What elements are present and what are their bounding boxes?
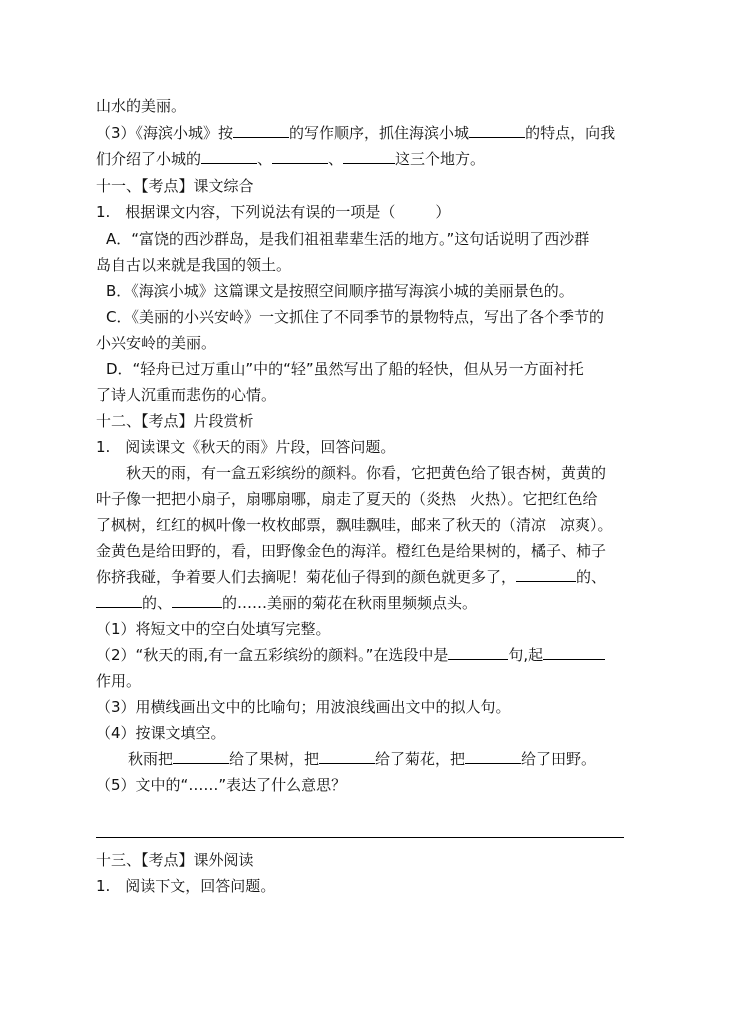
text: 这三个地方。 <box>395 150 486 168</box>
text: 的、 <box>142 594 173 612</box>
sub-question-3: （3）用横线画出文中的比喻句；用波浪线画出文中的拟人句。 <box>96 698 511 716</box>
text: 给了菊花，把 <box>375 750 466 768</box>
text: 的写作顺序，抓住海滨小城 <box>289 124 470 142</box>
answer-blank[interactable] <box>465 749 521 764</box>
answer-blank[interactable] <box>516 567 576 582</box>
text: 火热）。它把红色给 <box>470 490 598 508</box>
text: ） <box>435 203 451 221</box>
section-11-title: 十一、【考点】课文综合 <box>96 177 254 195</box>
text: 们介绍了小城的 <box>96 150 202 168</box>
text: 1. 根据课文内容，下列说法有误的一项是（ <box>96 203 396 221</box>
option-d: D．“轻舟已过万重山”中的“轻”虽然写出了船的轻快，但从另一方面衬托 <box>106 360 584 378</box>
section-13-title: 十三、【考点】课外阅读 <box>96 851 254 869</box>
sub-question-2 <box>96 645 605 667</box>
option-d-cont: 了诗人沉重而悲伤的心情。 <box>96 386 277 404</box>
text: 的……美丽的菊花在秋雨里频频点头。 <box>222 594 478 612</box>
sub-question-2-cont: 作用。 <box>96 672 142 690</box>
option-a-cont: 岛自古以来就是我国的领土。 <box>96 256 292 274</box>
question-3-cont <box>96 149 485 171</box>
answer-blank[interactable] <box>343 149 395 164</box>
sub-question-5: （5）文中的“……”表达了什么意思？ <box>96 776 347 794</box>
text: 、 <box>257 150 273 168</box>
text: 秋雨把 <box>128 750 174 768</box>
option-a: A．“富饶的西沙群岛，是我们祖祖辈辈生活的地方。”这句话说明了西沙群 <box>106 230 590 248</box>
answer-blank[interactable] <box>543 645 605 660</box>
answer-line[interactable] <box>96 837 624 838</box>
answer-blank[interactable] <box>173 749 229 764</box>
answer-blank[interactable] <box>201 149 257 164</box>
passage-line <box>96 515 613 537</box>
answer-blank[interactable] <box>272 149 328 164</box>
question-11-stem <box>96 202 450 224</box>
text: （2）“秋天的雨,有一盒五彩缤纷的颜料。”在选段中是 <box>96 646 449 664</box>
text: （3）《海滨小城》按 <box>96 124 234 142</box>
passage-line <box>96 567 606 589</box>
question-13-stem: 1. 阅读下文，回答问题。 <box>96 877 276 895</box>
answer-blank[interactable] <box>172 593 222 608</box>
text: 凉爽）。 <box>560 516 613 534</box>
option-c-cont: 小兴安岭的美丽。 <box>96 334 217 352</box>
answer-blank[interactable] <box>233 123 289 138</box>
option-c: C．《美丽的小兴安岭》一文抓住了不同季节的景物特点，写出了各个季节的 <box>106 308 604 326</box>
sub-question-1: （1）将短文中的空白处填写完整。 <box>96 620 331 638</box>
text: 句,起 <box>508 646 544 664</box>
text: 、 <box>328 150 344 168</box>
answer-blank[interactable] <box>448 645 508 660</box>
text: 的特点，向我 <box>525 124 616 142</box>
question-12-stem: 1. 阅读课文《秋天的雨》片段，回答问题。 <box>96 438 396 456</box>
passage-line <box>96 593 477 615</box>
passage-line <box>96 489 598 511</box>
passage-line: 金黄色是给田野的，看，田野像金色的海洋。橙红色是给果树的，橘子、柿子 <box>96 542 607 560</box>
section-12-title: 十二、【考点】片段赏析 <box>96 412 254 430</box>
fill-line <box>128 749 596 771</box>
sub-question-4: （4）按课文填空。 <box>96 724 226 742</box>
answer-blank[interactable] <box>96 593 142 608</box>
text: 给了田野。 <box>521 750 597 768</box>
answer-blank[interactable] <box>469 123 525 138</box>
text: 了枫树，红红的枫叶像一枚枚邮票，飘哇飘哇，邮来了秋天的（清凉 <box>96 516 547 534</box>
text: 你挤我碰，争着要人们去摘呢！菊花仙子得到的颜色就更多了， <box>96 568 517 586</box>
question-3 <box>96 123 615 145</box>
text: 给了果树，把 <box>229 750 320 768</box>
text: 的、 <box>576 568 607 586</box>
text: 叶子像一把把小扇子，扇哪扇哪，扇走了夏天的（炎热 <box>96 490 457 508</box>
passage-line: 秋天的雨，有一盒五彩缤纷的颜料。你看，它把黄色给了银杏树，黄黄的 <box>126 464 607 482</box>
answer-blank[interactable] <box>319 749 375 764</box>
option-b: B．《海滨小城》这篇课文是按照空间顺序描写海滨小城的美丽景色的。 <box>106 282 574 300</box>
text-line: 山水的美丽。 <box>96 97 187 115</box>
